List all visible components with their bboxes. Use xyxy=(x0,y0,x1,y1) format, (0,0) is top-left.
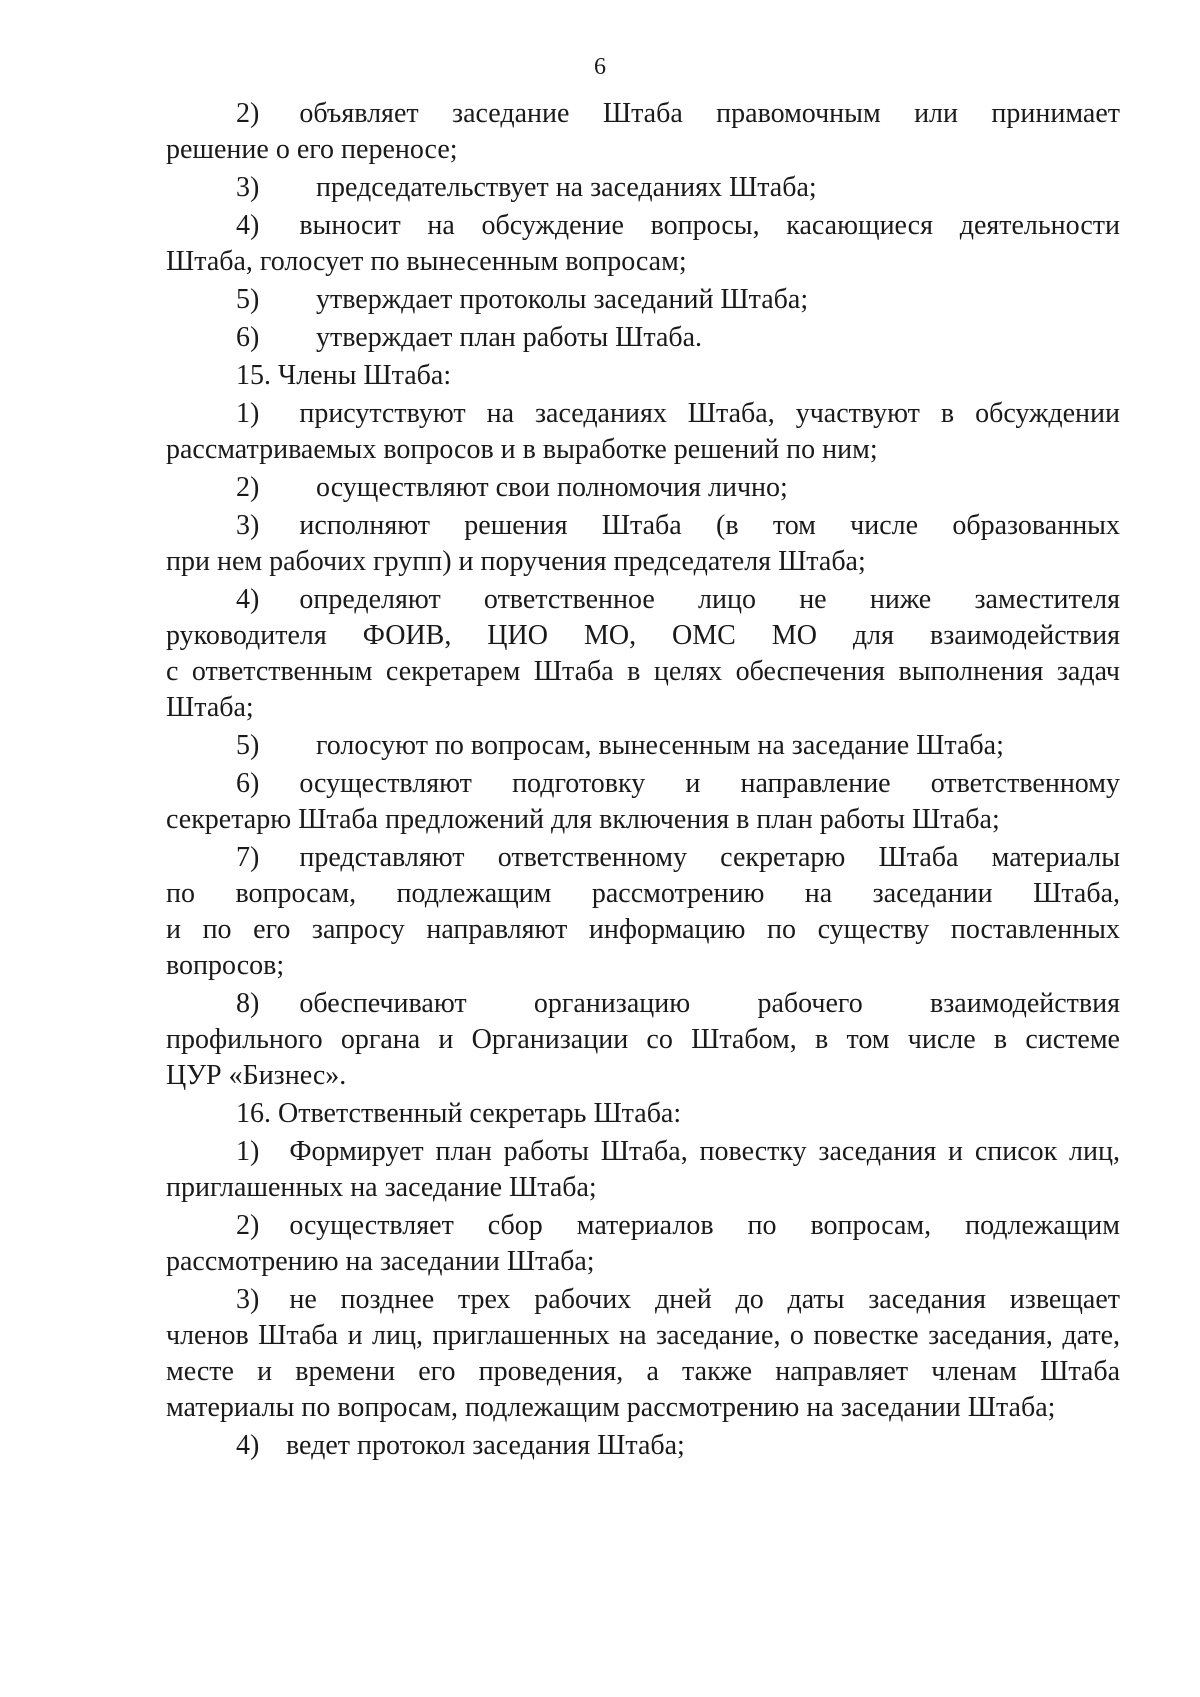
item-text: исполняют решения Штаба (в том числе образованных xyxy=(299,510,1120,541)
item-text: голосуют по вопросам, вынесенным на заседание Штаба; xyxy=(316,730,1004,761)
item-number: 3) xyxy=(236,510,260,541)
text-line: вопросов; xyxy=(166,950,285,981)
item-text: осуществляет сбор материалов по вопросам, подлежащим xyxy=(289,1210,1120,1241)
list-item xyxy=(166,1428,1120,1464)
list-item xyxy=(166,208,1120,280)
section-heading: 15. Члены Штаба: xyxy=(236,360,452,391)
list-item xyxy=(166,1282,1120,1426)
item-text: выносит на обсуждение вопросы, касающиеся деятельности xyxy=(299,210,1120,241)
item-text: представляют ответственному секретарю Штаба материалы xyxy=(299,842,1120,873)
text-line xyxy=(166,96,1120,132)
list-item xyxy=(166,986,1120,1094)
item-number: 1) xyxy=(236,398,260,429)
item-number: 5) xyxy=(236,284,260,315)
list-item xyxy=(166,728,1120,764)
list-item xyxy=(166,840,1120,984)
item-text: председательствует на заседаниях Штаба; xyxy=(316,172,817,203)
text-line: месте и времени его проведения, а также направляет членам Штаба xyxy=(166,1356,1120,1387)
item-text: обеспечивают организацию рабочего взаимодействия xyxy=(299,988,1120,1019)
item-text: утверждает план работы Штаба. xyxy=(316,322,703,353)
text-line: Штаба, голосует по вынесенным вопросам; xyxy=(166,246,687,277)
text-line: ЦУР «Бизнес». xyxy=(166,1060,347,1091)
text-line: приглашенных на заседание Штаба; xyxy=(166,1172,597,1203)
text-line xyxy=(166,1282,1120,1318)
item-number: 2) xyxy=(236,1210,260,1241)
item-text: утверждает протоколы заседаний Штаба; xyxy=(316,284,809,315)
list-item xyxy=(166,170,1120,206)
text-line xyxy=(166,986,1120,1022)
item-number: 3) xyxy=(236,172,260,203)
item-number: 4) xyxy=(236,1430,260,1461)
item-number: 2) xyxy=(236,472,260,503)
item-number: 6) xyxy=(236,768,260,799)
text-line: секретарю Штаба предложений для включения в план работы Штаба; xyxy=(166,804,1000,835)
item-text: Формирует план работы Штаба, повестку заседания и список лиц, xyxy=(289,1136,1120,1167)
item-text: осуществляют подготовку и направление ответственному xyxy=(299,768,1120,799)
text-line: решение о его переносе; xyxy=(166,134,458,165)
text-line: при нем рабочих групп) и поручения председателя Штаба; xyxy=(166,546,866,577)
list-item xyxy=(166,96,1120,168)
text-line: руководителя ФОИВ, ЦИО МО, ОМС МО для взаимодействия xyxy=(166,620,1120,651)
list-item xyxy=(166,582,1120,726)
item-number: 1) xyxy=(236,1136,260,1167)
item-number: 8) xyxy=(236,988,260,1019)
item-number: 6) xyxy=(236,322,260,353)
list-item xyxy=(166,1134,1120,1206)
text-line: по вопросам, подлежащим рассмотрению на заседании Штаба, xyxy=(166,878,1120,909)
item-number: 7) xyxy=(236,842,260,873)
text-line: рассмотрению на заседании Штаба; xyxy=(166,1246,595,1277)
item-text: не позднее трех рабочих дней до даты заседания извещает xyxy=(289,1284,1120,1315)
item-text: определяют ответственное лицо не ниже заместителя xyxy=(299,584,1120,615)
list-item xyxy=(166,766,1120,838)
item-number: 4) xyxy=(236,210,260,241)
item-number: 4) xyxy=(236,584,260,615)
list-item xyxy=(166,470,1120,506)
text-line: Штаба; xyxy=(166,692,254,723)
item-number: 5) xyxy=(236,730,260,761)
text-line: с ответственным секретарем Штаба в целях обеспечения выполнения задач xyxy=(166,656,1120,687)
text-line xyxy=(166,1208,1120,1244)
item-text: ведет протокол заседания Штаба; xyxy=(286,1430,685,1461)
text-line: членов Штаба и лиц, приглашенных на заседание, о повестке заседания, дате, xyxy=(166,1320,1120,1351)
text-line: материалы по вопросам, подлежащим рассмотрению на заседании Штаба; xyxy=(166,1392,1056,1423)
item-number: 3) xyxy=(236,1284,260,1315)
text-line: и по его запросу направляют информацию по существу поставленных xyxy=(166,914,1120,945)
text-line xyxy=(166,508,1120,544)
page-number: 6 xyxy=(594,54,606,80)
list-item xyxy=(166,396,1120,468)
list-item xyxy=(166,1208,1120,1280)
text-line xyxy=(166,208,1120,244)
item-text: объявляет заседание Штаба правомочным или принимает xyxy=(299,98,1120,129)
item-number: 2) xyxy=(236,98,260,129)
text-line xyxy=(166,1134,1120,1170)
section-heading: 16. Ответственный секретарь Штаба: xyxy=(236,1098,682,1129)
text-line xyxy=(166,396,1120,432)
text-line: рассматриваемых вопросов и в выработке решений по ним; xyxy=(166,434,878,465)
text-line xyxy=(166,840,1120,876)
list-item xyxy=(166,282,1120,318)
item-text: осуществляют свои полномочия лично; xyxy=(316,472,788,503)
text-line xyxy=(166,582,1120,618)
document-body xyxy=(166,96,1120,1466)
list-item xyxy=(166,508,1120,580)
text-line: профильного органа и Организации со Штабом, в том числе в системе xyxy=(166,1024,1120,1055)
list-item xyxy=(166,320,1120,356)
item-text: присутствуют на заседаниях Штаба, участвуют в обсуждении xyxy=(299,398,1120,429)
text-line xyxy=(166,766,1120,802)
